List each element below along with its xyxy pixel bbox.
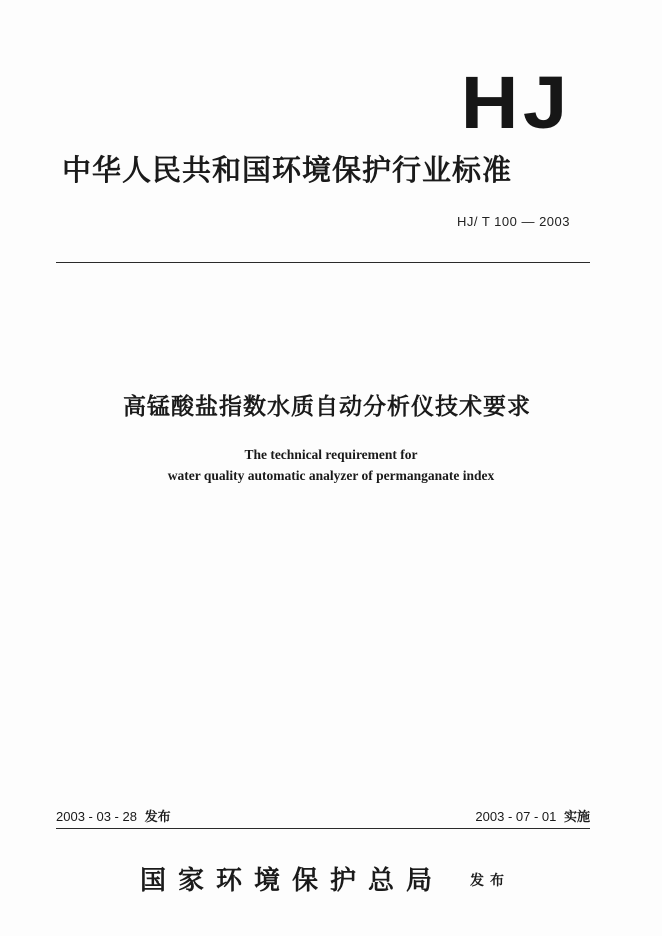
document-title-en-line1: The technical requirement for bbox=[244, 447, 418, 462]
implementation-date-label: 实施 bbox=[563, 810, 590, 825]
standard-number: HJ/ T 100 — 2003 bbox=[456, 214, 570, 229]
bottom-divider bbox=[56, 828, 590, 829]
issue-date-label: 发布 bbox=[144, 810, 171, 825]
hj-logo: HJ bbox=[461, 61, 572, 144]
issue-date-value: 2003 - 03 - 28 bbox=[56, 809, 137, 824]
issuing-action: 发布 bbox=[470, 873, 510, 889]
document-title-en-line2: water quality automatic analyzer of permanganate index bbox=[167, 468, 495, 483]
document-title-cn: 高锰酸盐指数水质自动分析仪技术要求 bbox=[123, 394, 531, 420]
implementation-date-value: 2003 - 07 - 01 bbox=[475, 809, 557, 824]
org-title: 中华人民共和国环境保护行业标准 bbox=[62, 153, 513, 187]
issue-date bbox=[56, 806, 171, 825]
implementation-date bbox=[475, 806, 590, 825]
top-divider bbox=[56, 262, 590, 263]
issuing-authority: 国家环境保护总局 bbox=[140, 866, 445, 896]
